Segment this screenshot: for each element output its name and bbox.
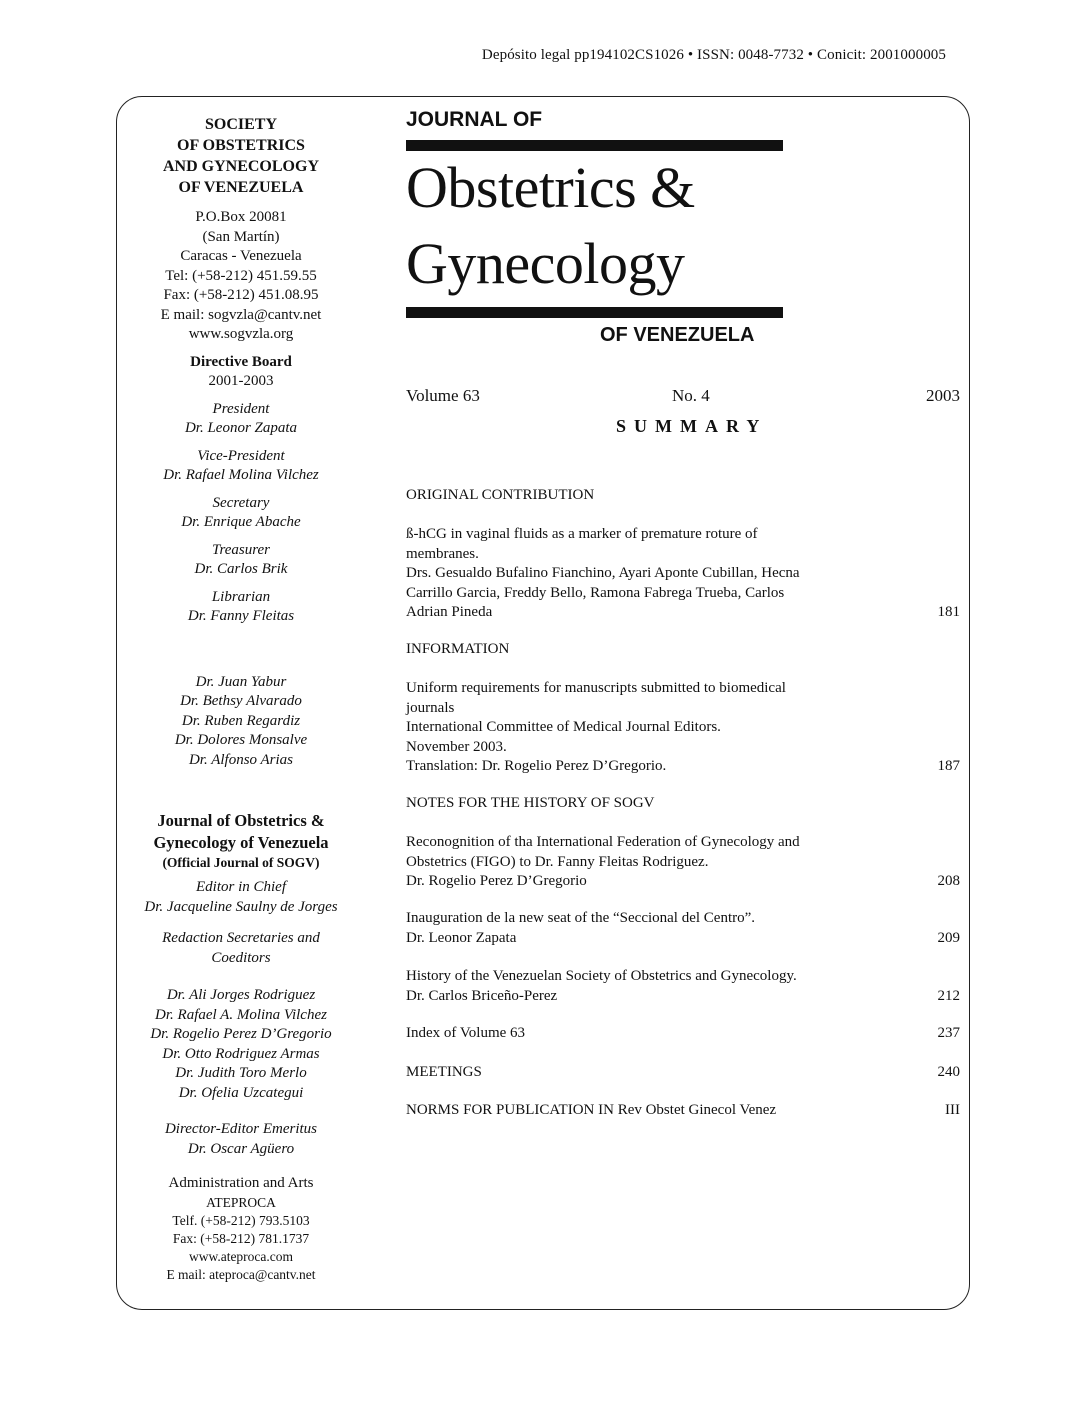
- admin-line: Fax: (+58-212) 781.1737: [172, 1230, 310, 1246]
- issue-year: 2003: [926, 386, 960, 405]
- toc-section-title: NOTES FOR THE HISTORY OF SOGV: [406, 795, 655, 811]
- masthead-of-venezuela: OF VENEZUELA: [600, 324, 755, 346]
- redaction-name: Dr. Ofelia Uzcategui: [178, 1084, 304, 1101]
- toc-entry: Index of Volume 63 237: [406, 1024, 962, 1044]
- officer-name: Dr. Leonor Zapata: [184, 420, 298, 436]
- toc-entry: Inauguration de la new seat of the “Seccional del Centro”. Dr. Leonor Zapata 209: [406, 909, 962, 948]
- toc-entry: History of the Venezuelan Society of Obstetrics and Gynecology. Dr. Carlos Briceño-Perez 212: [406, 967, 962, 1006]
- redaction-name: Dr. Ali Jorges Rodriguez: [166, 987, 316, 1003]
- admin-line: E mail: ateproca@cantv.net: [166, 1266, 316, 1282]
- toc-page-number: 240: [937, 1064, 960, 1080]
- board-title: Directive Board: [190, 353, 292, 370]
- summary-heading: SUMMARY: [616, 416, 768, 436]
- board-years: 2001-2003: [208, 373, 274, 389]
- masthead-rule-top: [406, 140, 783, 151]
- sidebar: [118, 114, 364, 1284]
- issue-volume: Volume 63: [406, 386, 480, 405]
- toc-page-number: 212: [937, 987, 960, 1004]
- toc-entry: ß-hCG in vaginal fluids as a marker of premature roture of membranes. Drs. Gesualdo Bufalino Fianchino, Ayari Aponte Cubillan, Hecna Carrillo Garcia, Freddy Bello, Ramona Fabrega Trueba, Carlos Adrian Pineda 181: [406, 525, 962, 623]
- toc-section-title: ORIGINAL CONTRIBUTION: [406, 487, 595, 503]
- toc-entry: NORMS FOR PUBLICATION IN Rev Obstet Ginecol Venez III: [406, 1101, 962, 1121]
- admin-line: www.ateproca.com: [188, 1248, 294, 1264]
- journal-title: Gynecology of Venezuela: [153, 833, 329, 852]
- redaction-name: Dr. Judith Toro Merlo: [175, 1065, 307, 1081]
- society-contact: P.O.Box 20081 (San Martín) Caracas - Venezuela Tel: (+58-212) 451.59.55 Fax: (+58-212) 451.08.95 E mail: sogvzla@cantv.net www.sogvzla.org: [160, 209, 322, 342]
- admin-title: Administration and Arts: [168, 1175, 314, 1191]
- toc-entry: MEETINGS 240: [406, 1063, 962, 1083]
- officer-role: Treasurer: [211, 541, 271, 558]
- officer-role: President: [212, 400, 270, 417]
- emeritus-name: Dr. Oscar Agüero: [187, 1140, 295, 1157]
- redaction-role: Redaction Secretaries and: [162, 930, 320, 946]
- issue-number: No. 4: [672, 386, 710, 405]
- board-member: Dr. Bethsy Alvarado: [180, 693, 302, 709]
- officer-role: Librarian: [211, 588, 271, 605]
- board-member: Dr. Ruben Regardiz: [181, 712, 301, 729]
- redaction-name: Dr. Rafael A. Molina Vilchez: [155, 1006, 327, 1023]
- society-name: SOCIETY OF OBSTETRICS AND GYNECOLOGY OF VENEZUELA: [162, 116, 319, 196]
- toc-page-number: 187: [937, 758, 960, 774]
- masthead-title-line1: Obstetrics &: [406, 155, 695, 220]
- board-member: Dr. Juan Yabur: [195, 673, 287, 690]
- masthead-title-line2: Gynecology: [406, 231, 685, 296]
- toc-section-title: INFORMATION: [406, 641, 510, 657]
- journal-official: (Official Journal of SOGV): [162, 855, 320, 870]
- toc-page-number: 208: [937, 873, 960, 889]
- officer-name: Dr. Fanny Fleitas: [187, 608, 295, 624]
- redaction-name: Dr. Rogelio Perez D’Gregorio: [150, 1026, 332, 1042]
- officer-name: Dr. Rafael Molina Vilchez: [163, 467, 319, 483]
- toc-page-number: 181: [937, 604, 960, 620]
- admin-line: ATEPROCA: [206, 1194, 276, 1210]
- emeritus-role: Director-Editor Emeritus: [164, 1121, 318, 1137]
- editor-role: Editor in Chief: [196, 879, 286, 895]
- officer-role: Vice-President: [197, 447, 285, 464]
- board-member: Dr. Dolores Monsalve: [174, 732, 308, 748]
- toc-page-number: 209: [937, 929, 960, 946]
- toc-page-number: III: [945, 1102, 960, 1118]
- board-member: Dr. Alfonso Arias: [188, 751, 294, 768]
- officer-name: Dr. Enrique Abache: [181, 514, 301, 530]
- toc-entry: Reconognition of tha International Federation of Gynecology and Obstetrics (FIGO) to Dr. Fanny Fleitas Rodriguez. Dr. Rogelio Perez D’Gregorio 208: [406, 833, 962, 892]
- toc-page-number: 237: [937, 1025, 960, 1041]
- masthead-rule-bottom: [406, 307, 783, 318]
- redaction-name: Dr. Otto Rodriguez Armas: [162, 1045, 320, 1062]
- admin-line: Telf. (+58-212) 793.5103: [172, 1212, 310, 1228]
- editor-name: Dr. Jacqueline Saulny de Jorges: [144, 898, 338, 915]
- masthead-journal-of: JOURNAL OF: [406, 108, 543, 131]
- journal-title: Journal of Obstetrics &: [157, 811, 325, 830]
- toc-entry: Uniform requirements for manuscripts submitted to biomedical journals International Committee of Medical Journal Editors. November 2003. Translation: Dr. Rogelio Perez D’Gregorio. 187: [406, 679, 962, 777]
- redaction-role: Coeditors: [211, 949, 271, 966]
- legal-deposit-line: Depósito legal pp194102CS1026 • ISSN: 0048-7732 • Conicit: 2001000005: [481, 47, 946, 63]
- officer-role: Secretary: [212, 494, 270, 511]
- officer-name: Dr. Carlos Brik: [194, 561, 288, 577]
